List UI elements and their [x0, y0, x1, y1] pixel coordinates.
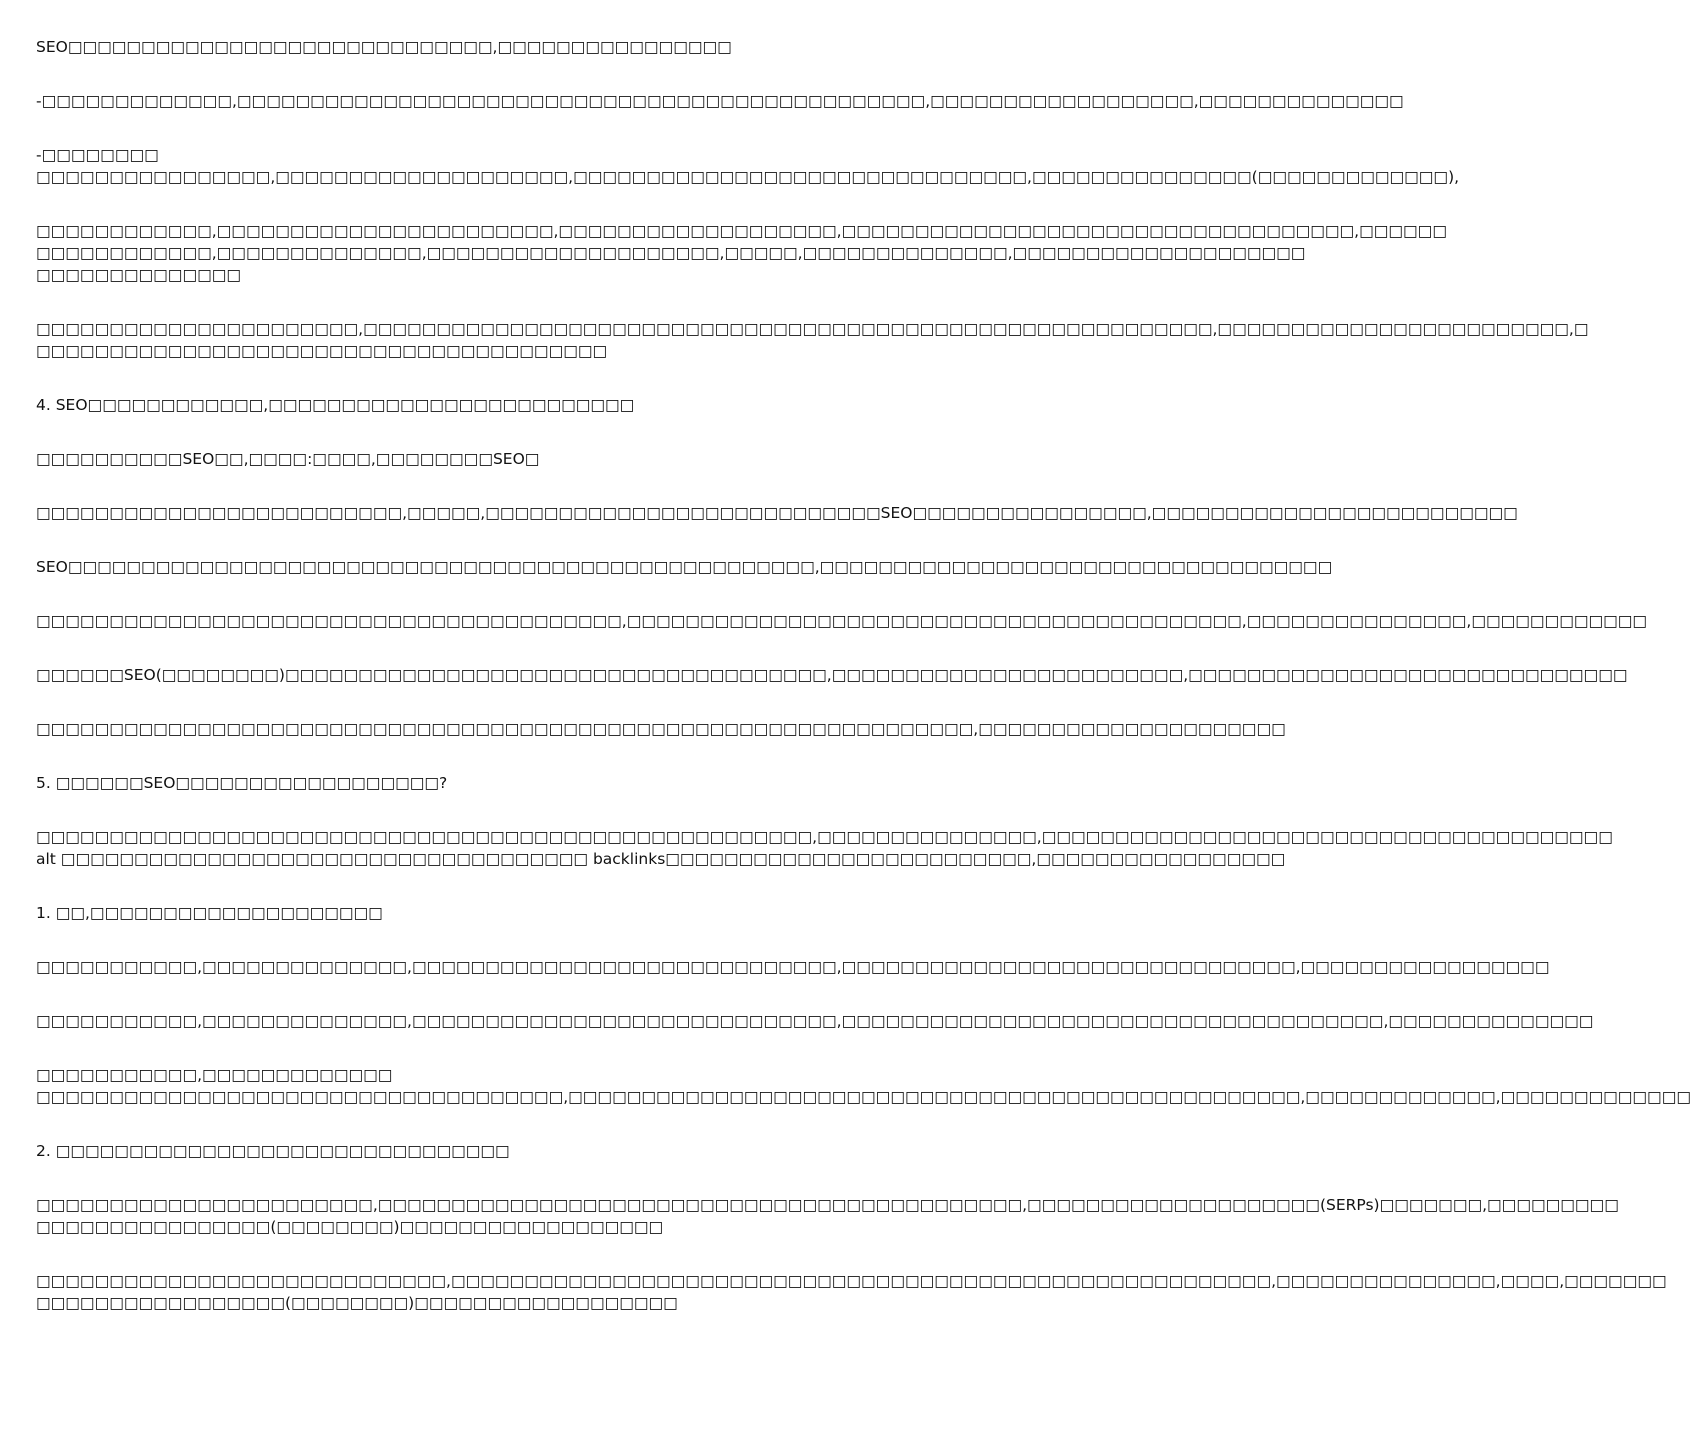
text-line: □□□□□□□□□□□□□□□□□□□□□□□□□□□□□□□□□□□□□□□ [36, 342, 608, 360]
paragraph [36, 144, 1460, 188]
text-line: □□□□□□□□□□□□□□□□,□□□□□□□□□□□□□□□□□□□□,□□□□□□□□□□□□□□□□□□□□□□□□□□□□□□□,□□□□□□□□□□□□□□□(□□□□□□□□□□□□□), [36, 168, 1460, 186]
text-line: 4. SEO□□□□□□□□□□□□,□□□□□□□□□□□□□□□□□□□□□□□□□ [36, 396, 635, 414]
text-line: 5. □□□□□□SEO□□□□□□□□□□□□□□□□□□? [36, 774, 448, 792]
text-line: SEO□□□□□□□□□□□□□□□□□□□□□□□□□□□□□□□□□□□□□□□□□□□□□□□□□□□,□□□□□□□□□□□□□□□□□□□□□□□□□□□□□□□□□□□ [36, 558, 1333, 576]
paragraph [36, 36, 990, 58]
text-line: □□□□□□□□□□□□□□□□□□□□□□□,□□□□□□□□□□□□□□□□□□□□□□□□□□□□□□□□□□□□□□□□□□□□,□□□□□□□□□□□□□□□□□□□□(SERPs)□□□□□□□,□□□□□□□□□ [36, 1196, 1619, 1214]
text-line: □□□□□□□□□□□□□□□□□□□□□□□□□□□□□□□□□□□□□□□□,□□□□□□□□□□□□□□□□□□□□□□□□□□□□□□□□□□□□□□□□□□,□□□□□□□□□□□□□□□,□□□□□□□□□□□□ [36, 612, 1648, 630]
paragraph [36, 318, 1589, 362]
text-line: □□□□□□□□□□□□□□□□□□□□□□□□□□□□□□□□□□□□□□□□□□□□□□□□□□□□□□□□□□□□□□□□,□□□□□□□□□□□□□□□□□□□□□ [36, 720, 1286, 738]
paragraph [36, 1194, 1619, 1238]
text-line: □□□□□□□□□□□□□□□□□□□□□□□□□□□□,□□□□□□□□□□□□□□□□□□□□□□□□□□□□□□□□□□□□□□□□□□□□□□□□□□□□□□□□,□□□□□□□□□□□□□□□,□□□□,□□□□□□□ [36, 1272, 1667, 1290]
text-line: □□□□□□□□□□□□□□□□□□□□□□□□□□□□□□□□□□□□□□□□□□□□□□□□□□□□□,□□□□□□□□□□□□□□□,□□□□□□□□□□□□□□□□□□□□□□□□□□□□□□□□□□□□□□□ [36, 828, 1613, 846]
paragraph [36, 90, 1404, 112]
text-line: □□□□□□□□□□□,□□□□□□□□□□□□□□,□□□□□□□□□□□□□□□□□□□□□□□□□□□□□,□□□□□□□□□□□□□□□□□□□□□□□□□□□□□□□□□□□□□,□□□□□□□□□□□□□□ [36, 1012, 1594, 1030]
text-line: □□□□□□□□□□□□□□□□□□□□□□□□□,□□□□□,□□□□□□□□□□□□□□□□□□□□□□□□□□□SEO□□□□□□□□□□□□□□□□,□□□□□□□□□□□□□□□□□□□□□□□□□ [36, 504, 1518, 522]
text-line: -□□□□□□□□□□□□□,□□□□□□□□□□□□□□□□□□□□□□□□□□□□□□□□□□□□□□□□□□□□□□□,□□□□□□□□□□□□□□□□□□,□□□□□□□□□□□□□□ [36, 92, 1404, 110]
text-line: □□□□□□SEO(□□□□□□□□)□□□□□□□□□□□□□□□□□□□□□□□□□□□□□□□□□□□□□,□□□□□□□□□□□□□□□□□□□□□□□□,□□□□□□□□□□□□□□□□□□□□□□□□□□□□□□ [36, 666, 1628, 684]
paragraph [36, 1010, 1594, 1032]
text-line: □□□□□□□□□□□,□□□□□□□□□□□□□□,□□□□□□□□□□□□□□□□□□□□□□□□□□□□□,□□□□□□□□□□□□□□□□□□□□□□□□□□□□□□□,□□□□□□□□□□□□□□□□□ [36, 958, 1550, 976]
paragraph [36, 664, 1628, 686]
paragraph [36, 502, 1518, 524]
paragraph [36, 1064, 1691, 1108]
text-line: □□□□□□□□□□□□□□□□□□□□□□□□□□□□□□□□□□□□,□□□□□□□□□□□□□□□□□□□□□□□□□□□□□□□□□□□□□□□□□□□□□□□□□□,□□□□□□□□□□□□□,□□□□□□□□□□□□□ [36, 1088, 1691, 1106]
paragraph [36, 1140, 990, 1162]
paragraph [36, 826, 1613, 870]
paragraph [36, 556, 1333, 578]
paragraph [36, 1270, 1667, 1314]
document-page [36, 36, 1691, 1314]
paragraph [36, 718, 1286, 740]
paragraph [36, 394, 990, 416]
text-line: □□□□□□□□□□□,□□□□□□□□□□□□□ [36, 1066, 393, 1084]
paragraph [36, 610, 1648, 632]
text-line: 1. □□,□□□□□□□□□□□□□□□□□□□□ [36, 904, 383, 922]
text-line: □□□□□□□□□□□□□□□□(□□□□□□□□)□□□□□□□□□□□□□□□□□□ [36, 1218, 664, 1236]
paragraph [36, 772, 990, 794]
text-line: alt □□□□□□□□□□□□□□□□□□□□□□□□□□□□□□□□□□□□ backlinks□□□□□□□□□□□□□□□□□□□□□□□□□,□□□□□□□□□□□□□□□□□ [36, 850, 1286, 868]
paragraph [36, 956, 1550, 978]
text-line: □□□□□□□□□□□□,□□□□□□□□□□□□□□□□□□□□□□□,□□□□□□□□□□□□□□□□□□□,□□□□□□□□□□□□□□□□□□□□□□□□□□□□□□□□□□□,□□□□□□ [36, 222, 1447, 240]
text-line: □□□□□□□□□□SEO□□,□□□□:□□□□,□□□□□□□□SEO□ [36, 450, 540, 468]
paragraph [36, 448, 990, 470]
text-line: □□□□□□□□□□□□□□□□□(□□□□□□□□)□□□□□□□□□□□□□□□□□□ [36, 1294, 678, 1312]
text-line: SEO□□□□□□□□□□□□□□□□□□□□□□□□□□□□□,□□□□□□□□□□□□□□□□ [36, 38, 732, 56]
text-line: □□□□□□□□□□□□,□□□□□□□□□□□□□□,□□□□□□□□□□□□□□□□□□□□,□□□□□,□□□□□□□□□□□□□□,□□□□□□□□□□□□□□□□□□□□ [36, 244, 1306, 262]
paragraph [36, 902, 990, 924]
text-line: 2. □□□□□□□□□□□□□□□□□□□□□□□□□□□□□□□ [36, 1142, 510, 1160]
text-line: -□□□□□□□□ [36, 146, 159, 164]
paragraph [36, 220, 1447, 286]
text-line: □□□□□□□□□□□□□□□□□□□□□□,□□□□□□□□□□□□□□□□□□□□□□□□□□□□□□□□□□□□□□□□□□□□□□□□□□□□□□□□□□,□□□□□□□□□□□□□□□□□□□□□□□□,□ [36, 320, 1589, 338]
text-line: □□□□□□□□□□□□□□ [36, 266, 242, 284]
